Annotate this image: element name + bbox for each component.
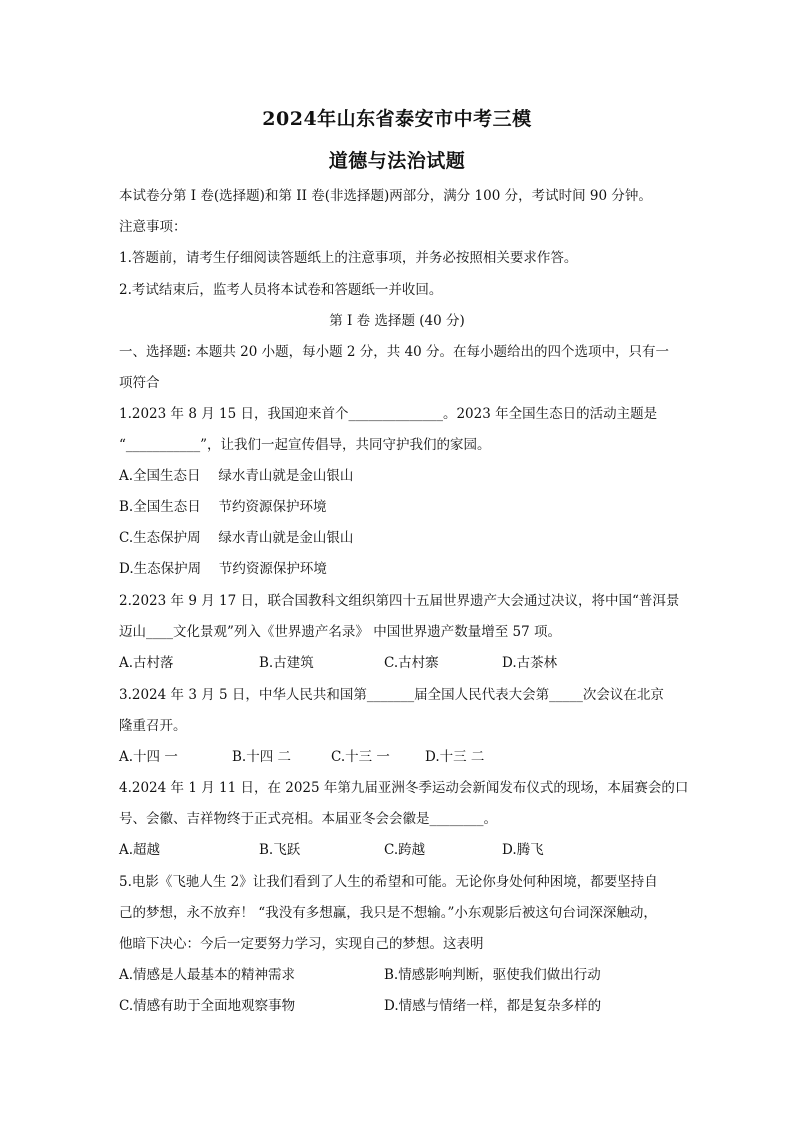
section-heading: 第 I 卷 选择题 (40 分) (329, 313, 465, 329)
note-item: 1.答题前，请考生仔细阅读答题纸上的注意事项，并务必按照相关要求作答。 (119, 250, 578, 266)
question-4-option-a: A.超越 (119, 842, 161, 858)
exam-subtitle: 道德与法治试题 (328, 150, 466, 172)
question-2-option-d: D.古茶林 (502, 655, 558, 671)
question-4-stem: 4.2024 年 1 月 11 日，在 2025 年第九届亚洲冬季运动会新闻发布仪式的现场，本届赛会的口 (119, 780, 689, 796)
question-5-option-a: A.情感是人最基本的精神需求 (119, 967, 296, 983)
question-2-option-b: B.古建筑 (259, 655, 314, 671)
question-3-option-d: D.十三 二 (425, 749, 485, 765)
question-3-option-a: A.十四 一 (119, 749, 178, 765)
question-4-option-d: D.腾飞 (502, 842, 544, 858)
question-5-stem: 5.电影《飞驰人生 2》让我们看到了人生的希望和可能。无论你身处何种困境，都要坚持自 (119, 874, 658, 890)
exam-title: 2024年山东省泰安市中考三模 (262, 108, 532, 130)
question-3-option-c: C.十三 一 (331, 749, 390, 765)
question-5-option-b: B.情感影响判断，驱使我们做出行动 (384, 967, 601, 983)
question-3-stem: 隆重召开。 (119, 718, 187, 734)
question-2-stem: 迈山____文化景观”列入《世界遗产名录》 中国世界遗产数量增至 57 项。 (119, 624, 561, 640)
question-5-option-d: D.情感与情绪一样，都是复杂多样的 (384, 998, 602, 1014)
question-1-stem: 1.2023 年 8 月 15 日，我国迎来首个______________。2023 年全国生态日的活动主题是 (119, 406, 658, 422)
question-1-option-b: B.全国生态日 节约资源保护环境 (119, 499, 327, 515)
note-item: 2.考试结束后，监考人员将本试卷和答题纸一并收回。 (119, 282, 443, 298)
intro-text: 本试卷分第 I 卷(选择题)和第 II 卷(非选择题)两部分，满分 100 分，考试时间 90 分钟。 (119, 188, 652, 204)
section-instructions: 项符合 (119, 375, 160, 391)
question-2-stem: 2.2023 年 9 月 17 日，联合国教科文组织第四十五届世界遗产大会通过决议，将中国“普洱景 (119, 593, 680, 609)
question-5-option-c: C.情感有助于全面地观察事物 (119, 998, 296, 1014)
question-4-option-c: C.跨越 (384, 842, 426, 858)
question-4-option-b: B.飞跃 (259, 842, 301, 858)
question-3-stem: 3.2024 年 3 月 5 日，中华人民共和国第_______届全国人民代表大会第_____次会议在北京 (119, 687, 664, 703)
section-instructions: 一、选择题: 本题共 20 小题，每小题 2 分，共 40 分。在每小题给出的四个选项中，只有一 (119, 344, 670, 360)
question-4-stem: 号、会徽、吉祥物终于正式亮相。本届亚冬会会徽是________。 (119, 811, 497, 827)
question-1-option-d: D.生态保护周 节约资源保护环境 (119, 561, 327, 577)
question-5-stem: 己的梦想，永不放弃！ “我没有多想赢，我只是不想输。”小东观影后被这句台词深深触动， (119, 905, 657, 921)
question-1-option-a: A.全国生态日 绿水青山就是金山银山 (119, 468, 354, 484)
notes-heading: 注意事项： (119, 219, 187, 235)
question-5-stem: 他暗下决心：今后一定要努力学习，实现自己的梦想。这表明 (119, 936, 484, 952)
question-2-option-c: C.古村寨 (384, 655, 439, 671)
question-2-option-a: A.古村落 (119, 655, 174, 671)
question-1-stem: “___________”，让我们一起宣传倡导，共同守护我们的家园。 (119, 437, 491, 453)
question-1-option-c: C.生态保护周 绿水青山就是金山银山 (119, 530, 354, 546)
question-3-option-b: B.十四 二 (232, 749, 292, 765)
